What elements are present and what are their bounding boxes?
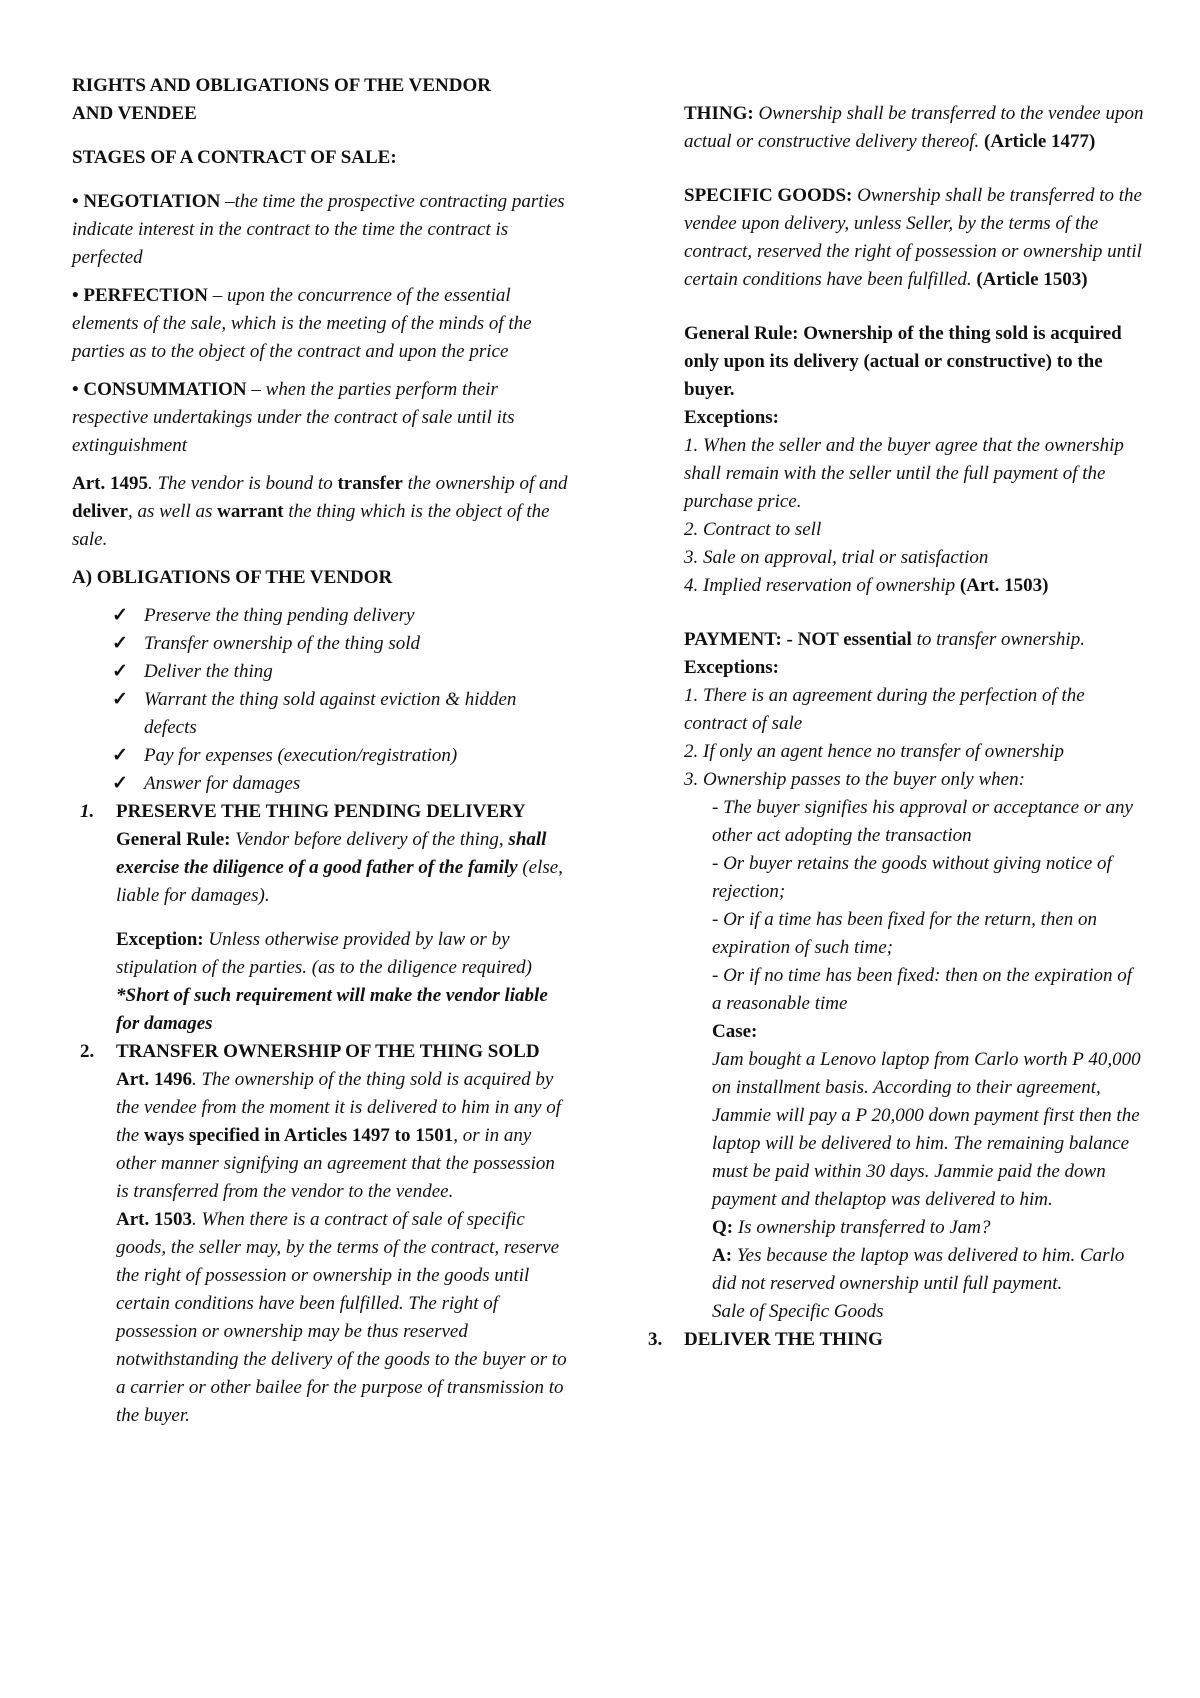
- question-label: Q:: [712, 1217, 734, 1238]
- exception-item: 3. Sale on approval, trial or satisfaction: [684, 547, 989, 568]
- specific-goods-text: Ownership shall be transferred to the vendee upon delivery, unless Seller, by the terms of the contract, reserved the right of possession or ownership until certain conditions have been fulfilled.: [684, 185, 1142, 290]
- general-rule-label: General Rule:: [116, 829, 231, 850]
- exception-text: 4. Implied reservation of ownership: [684, 575, 960, 596]
- condition-item: - Or if no time has been fixed: then on the expiration of a reasonable time: [712, 965, 1133, 1014]
- art-1495-label: Art. 1495: [72, 473, 148, 494]
- art-1503-text: . When there is a contract of sale of specific goods, the seller may, by the terms of the contract, reserve the right of possession or ownership in the goods until certain conditions have been fulfilled. The right of possession or ownership may be thus reserved notwithstanding the delivery of the goods to the buyer or to a carrier or other bailee for the purpose of transmission to the buyer.: [116, 1209, 567, 1426]
- payment-exception-item: 3. Ownership passes to the buyer only when:: [684, 769, 1025, 790]
- art-1495-text: , as well as: [127, 501, 218, 522]
- left-column: [72, 72, 572, 1430]
- condition-item: - Or buyer retains the goods without giving notice of rejection;: [712, 853, 1112, 902]
- checklist-item: ✓ Transfer ownership of the thing sold: [112, 630, 572, 658]
- obligations-checklist: [72, 602, 572, 798]
- case-label: Case:: [712, 1021, 758, 1042]
- checklist-item: ✓ Pay for expenses (execution/registration): [112, 742, 572, 770]
- consummation-paragraph: [72, 376, 572, 460]
- document-title: [72, 72, 572, 128]
- art-1496-text: , or in any other manner signifying an agreement that the possession is transferred from the vendor to the vendee.: [116, 1125, 555, 1202]
- art-1496-text: . The ownership of the thing sold is acquired by the vendee from the moment it is delivered to him in any of the: [116, 1069, 561, 1146]
- case-question: [712, 1214, 1144, 1242]
- perfection-paragraph: [72, 282, 572, 366]
- negotiation-paragraph: [72, 188, 572, 272]
- section-1-exception: [116, 926, 572, 982]
- art-1496-paragraph: [116, 1066, 572, 1206]
- case-footer: Sale of Specific Goods: [712, 1301, 884, 1322]
- condition-item: - Or if a time has been fixed for the return, then on expiration of such time;: [712, 909, 1098, 958]
- general-rule-text: Vendor before delivery of the thing,: [230, 829, 509, 850]
- art-1495-deliver: deliver: [72, 501, 128, 522]
- consummation-label: • CONSUMMATION: [72, 379, 247, 400]
- art-1495-warrant: warrant: [217, 501, 284, 522]
- art-1495-text: the ownership of and: [402, 473, 568, 494]
- right-column: [648, 100, 1144, 1354]
- payment-label: PAYMENT: - NOT essential: [684, 629, 912, 650]
- general-rule-text: (else, liable for damages).: [116, 857, 563, 906]
- answer-text: Yes because the laptop was delivered to him. Carlo did not reserved ownership until full payment.: [712, 1245, 1125, 1294]
- exception-item: 1. When the seller and the buyer agree that the ownership shall remain with the seller until the full payment of the purchase price.: [684, 435, 1124, 512]
- payment-exception-item: 2. If only an agent hence no transfer of ownership: [684, 741, 1064, 762]
- specific-goods-reference: (Article 1503): [976, 269, 1088, 290]
- section-1: [72, 798, 572, 1038]
- section-2-number: 2.: [80, 1041, 95, 1062]
- ownership-conditions: [684, 794, 1144, 1326]
- checklist-item: ✓ Deliver the thing: [112, 658, 572, 686]
- case-text: Jam bought a Lenovo laptop from Carlo worth P 40,000 on installment basis. According to their agreement, Jammie will pay a P 20,000 down payment first then the laptop will be delivered to him. The remaining balance must be paid within 30 days. Jammie paid the down payment and thelaptop was delivered to him.: [712, 1049, 1141, 1210]
- general-rule-emphasis: shall exercise the diligence of a good father of the family: [116, 829, 547, 878]
- exception-text: Unless otherwise provided by law or by stipulation of the parties. (as to the diligence required): [116, 929, 533, 978]
- thing-reference: (Article 1477): [984, 131, 1096, 152]
- checklist-item: ✓ Warrant the thing sold against eviction & hidden defects: [112, 686, 572, 742]
- negotiation-text: –the time the prospective contracting parties indicate interest in the contract to the time the contract is perfected: [72, 191, 565, 268]
- section-1-heading: PRESERVE THE THING PENDING DELIVERY: [116, 801, 526, 822]
- art-1496-emphasis: ways specified in Articles 1497 to 1501: [143, 1125, 454, 1146]
- exception-reference: (Art. 1503): [959, 575, 1049, 596]
- exception-item: [684, 572, 1144, 600]
- art-1495-text: . The vendor is bound to: [147, 473, 338, 494]
- condition-item: - The buyer signifies his approval or acceptance or any other act adopting the transaction: [712, 797, 1133, 846]
- payment-paragraph: [684, 626, 1144, 654]
- obligations-heading: A) OBLIGATIONS OF THE VENDOR: [72, 567, 393, 588]
- checklist-item: ✓ Preserve the thing pending delivery: [112, 602, 572, 630]
- art-1495-text: the thing which is the object of the sale.: [72, 501, 550, 550]
- section-3-heading: DELIVER THE THING: [684, 1329, 883, 1350]
- section-3: [640, 1326, 1144, 1354]
- perfection-text: – upon the concurrence of the essential elements of the sale, which is the meeting of the minds of the parties as to the object of the contract and upon the price: [72, 285, 532, 362]
- checklist-item: ✓ Answer for damages: [112, 770, 572, 798]
- thing-paragraph: [684, 100, 1144, 156]
- section-1-number: 1.: [80, 801, 95, 822]
- exception-label: Exception:: [116, 929, 204, 950]
- section-3-number: 3.: [648, 1329, 663, 1350]
- payment-text: to transfer ownership.: [911, 629, 1085, 650]
- art-1503-label: Art. 1503: [116, 1209, 192, 1230]
- negotiation-label: • NEGOTIATION: [72, 191, 221, 212]
- perfection-label: • PERFECTION: [72, 285, 208, 306]
- art-1495-transfer: transfer: [337, 473, 403, 494]
- exception-item: 2. Contract to sell: [684, 519, 822, 540]
- answer-label: A:: [712, 1245, 733, 1266]
- art-1496-label: Art. 1496: [116, 1069, 192, 1090]
- general-rule-paragraph: General Rule: Ownership of the thing sold is acquired only upon its delivery (actual or constructive) to the buyer.: [684, 323, 1122, 400]
- thing-text: Ownership shall be transferred to the vendee upon actual or constructive delivery thereof.: [684, 103, 1144, 152]
- title-line-2: AND VENDEE: [72, 103, 197, 124]
- case-answer: [712, 1242, 1144, 1298]
- specific-goods-paragraph: [684, 182, 1144, 294]
- payment-exceptions-label: Exceptions:: [684, 657, 779, 678]
- consummation-text: – when the parties perform their respective undertakings under the contract of sale until its extinguishment: [72, 379, 515, 456]
- stages-heading: STAGES OF A CONTRACT OF SALE:: [72, 147, 397, 168]
- exceptions-label: Exceptions:: [684, 407, 779, 428]
- section-1-general-rule: [116, 826, 572, 910]
- thing-label: THING:: [684, 103, 754, 124]
- section-1-note: *Short of such requirement will make the vendor liable for damages: [116, 985, 548, 1034]
- art-1503-paragraph: [116, 1206, 572, 1430]
- title-line-1: RIGHTS AND OBLIGATIONS OF THE VENDOR: [72, 75, 491, 96]
- section-2: [72, 1038, 572, 1430]
- question-text: Is ownership transferred to Jam?: [733, 1217, 991, 1238]
- payment-exception-item: 1. There is an agreement during the perfection of the contract of sale: [684, 685, 1085, 734]
- specific-goods-label: SPECIFIC GOODS:: [684, 185, 853, 206]
- section-2-heading: TRANSFER OWNERSHIP OF THE THING SOLD: [116, 1041, 540, 1062]
- art-1495-paragraph: [72, 470, 572, 554]
